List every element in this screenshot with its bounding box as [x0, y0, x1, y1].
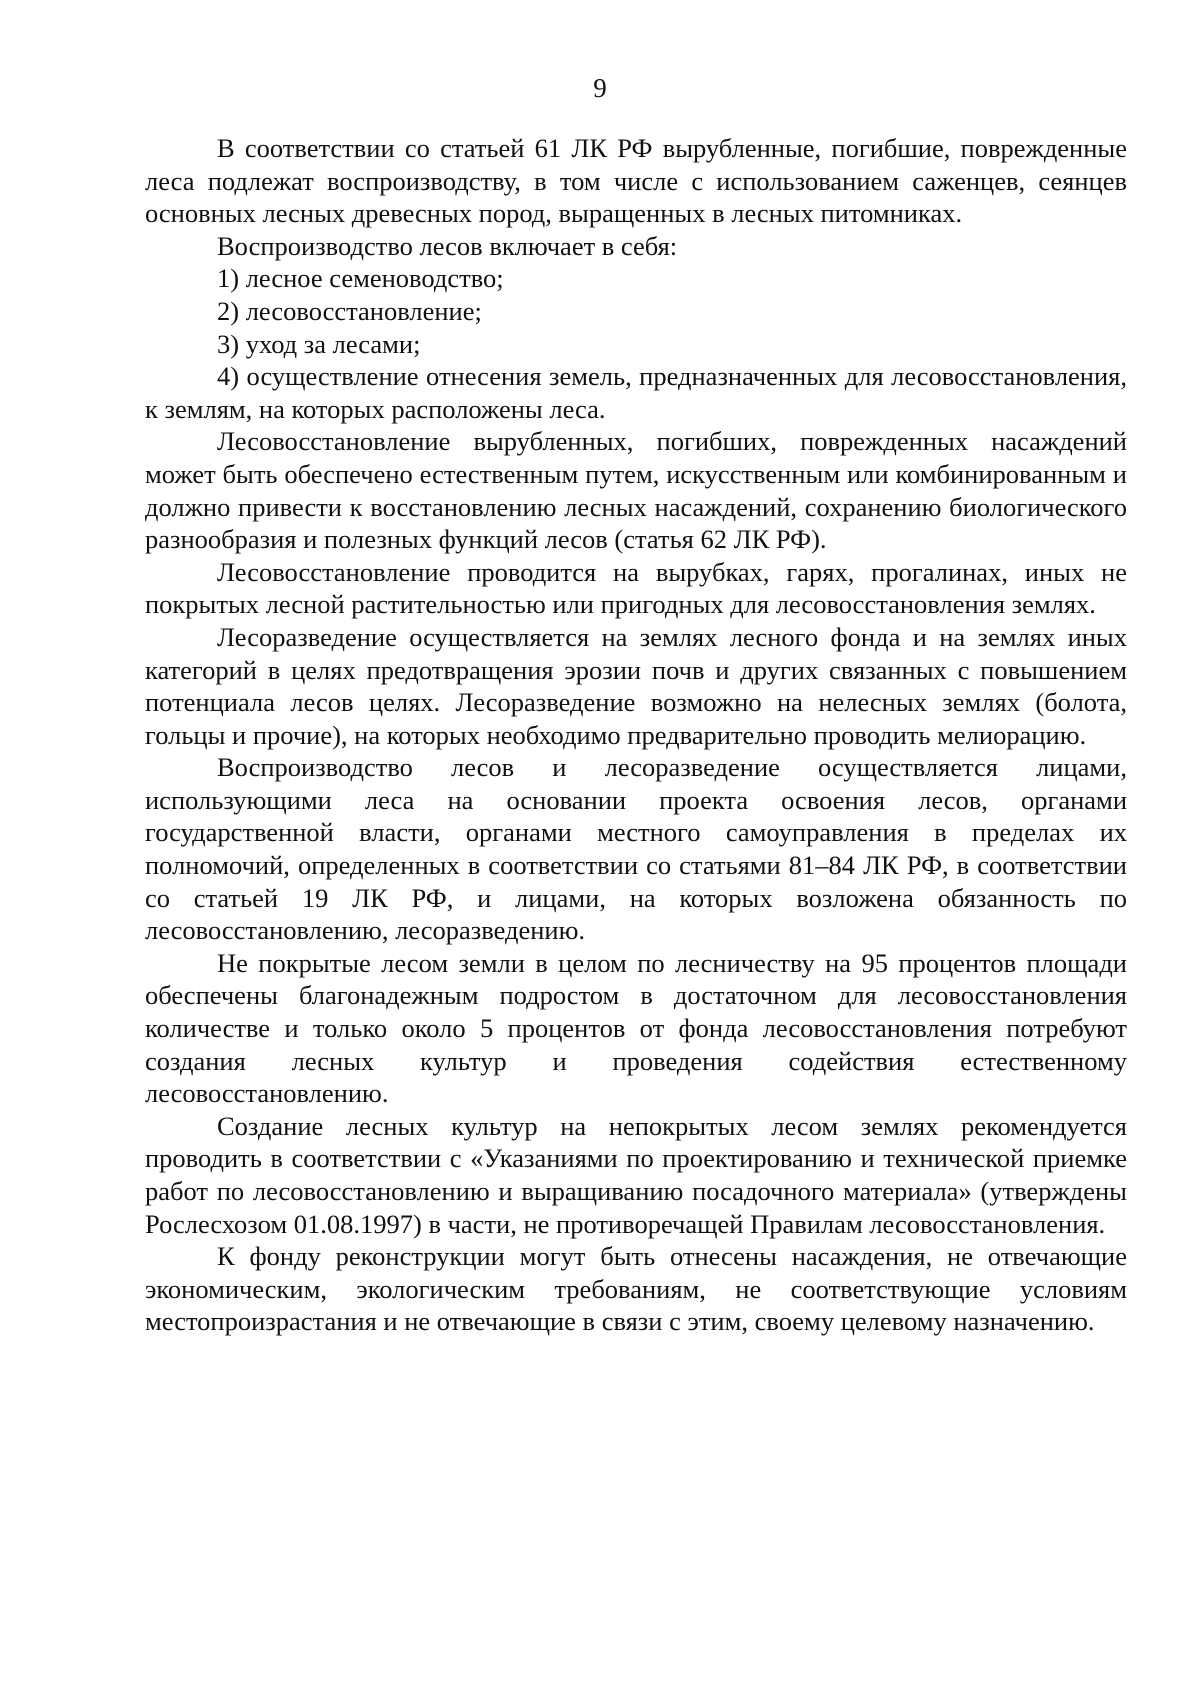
paragraph-reforestation-locations: Лесовосстановление проводится на вырубках, гарях, прогалинах, иных не покрытых лесной растительностью или пригодных для лесовосстановления землях. [145, 556, 1127, 620]
paragraph-forest-cultures: Создание лесных культур на непокрытых лесом землях рекомендуется проводить в соответствии с «Указаниями по проектированию и технической приемке работ по лесовосстановлению и выращиванию посадочного материала» (утверждены Рослесхозом 01.08.1997) в части, не противоречащей Правилам лесовосстановления. [145, 1110, 1127, 1239]
document-body [145, 132, 1127, 1338]
paragraph-afforestation: Лесоразведение осуществляется на землях лесного фонда и на землях иных категорий в целях предотвращения эрозии почв и других связанных с повышением потенциала лесов целях. Лесоразведение возможно на нелесных землях (болота, гольцы и прочие), на которых необходимо предварительно проводить мелиорацию. [145, 621, 1127, 750]
paragraph-article-61: В соответствии со статьей 61 ЛК РФ вырубленные, погибшие, поврежденные леса подлежат воспроизводству, в том числе с использованием саженцев, сеянцев основных лесных древесных пород, выращенных в лесных питомниках. [145, 133, 1127, 229]
paragraph-uncovered-lands: Не покрытые лесом земли в целом по лесничеству на 95 процентов площади обеспечены благонадежным подростом в достаточном для лесовосстановления количестве и только около 5 процентов от фонда лесовосстановления потребуют создания лесных культур и проведения содействия естественному лесовосстановлению. [145, 947, 1127, 1109]
page-number: 9 [593, 73, 607, 103]
list-item-1: 1) лесное семеноводство; [217, 263, 504, 294]
paragraph-reforestation-methods: Лесовосстановление вырубленных, погибших, поврежденных насаждений может быть обеспечено естественным путем, искусственным или комбинированным и должно привести к восстановлению лесных насаждений, сохранению биологического разнообразия и полезных функций лесов (статья 62 ЛК РФ). [145, 426, 1127, 555]
paragraph-responsible-parties: Воспроизводство лесов и лесоразведение осуществляется лицами, использующими леса на основании проекта освоения лесов, органами государственной власти, органами местного самоуправления в пределах их полномочий, определенных в соответствии со статьями 81–84 ЛК РФ, в соответствии со статьей 19 ЛК РФ, и лицами, на которых возложена обязанность по лесовосстановлению, лесоразведению. [145, 752, 1127, 946]
paragraph-reconstruction-fund: К фонду реконструкции могут быть отнесены насаждения, не отвечающие экономическим, экологическим требованиям, не соответствующие условиям местопроизрастания и не отвечающие в связи с этим, своему целевому назначению. [145, 1241, 1127, 1337]
list-item-3: 3) уход за лесами; [217, 328, 421, 359]
list-item-4: 4) осуществление отнесения земель, предназначенных для лесовосстановления, к землям, на которых расположены леса. [145, 361, 1127, 424]
list-item-2: 2) лесовосстановление; [217, 295, 482, 326]
paragraph-reproduction-intro: Воспроизводство лесов включает в себя: [217, 230, 678, 261]
